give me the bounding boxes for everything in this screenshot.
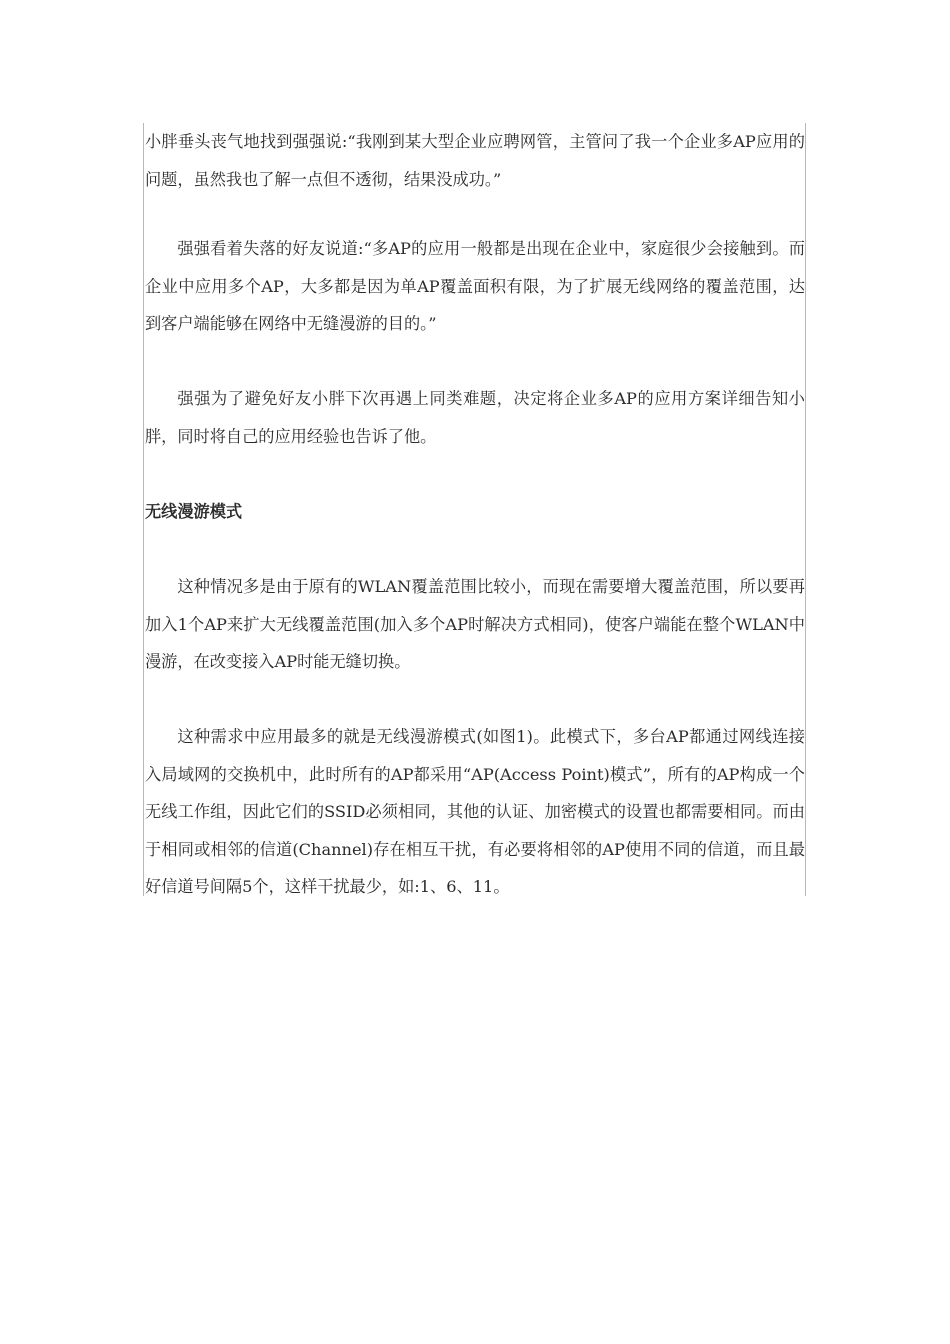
paragraph-roaming-mode: 这种需求中应用最多的就是无线漫游模式(如图1)。此模式下，多台AP都通过网线连接入局域网的交换机中，此时所有的AP都采用“AP(Access Point)模式”，所有的AP构成一个无线工作组，因此它们的SSID必须相同，其他的认证、加密模式的设置也都需要相同。而由于相同或相邻的信道(Channel)存在相互干扰，有必要将相邻的AP使用不同的信道，而且最好信道号间隔5个，这样干扰最少，如:1、6、11。 bbox=[145, 727, 805, 896]
paragraph-intro: 小胖垂头丧气地找到强强说:“我刚到某大型企业应聘网管，主管问了我一个企业多AP应用的问题，虽然我也了解一点但不透彻，结果没成功。” bbox=[145, 132, 805, 189]
paragraph-explanation: 强强看着失落的好友说道:“多AP的应用一般都是出现在企业中，家庭很少会接触到。而企业中应用多个AP，大多都是因为单AP覆盖面积有限，为了扩展无线网络的覆盖范围，达到客户端能够在网络中无缝漫游的目的。” bbox=[145, 239, 805, 333]
paragraph-scenario: 这种情况多是由于原有的WLAN覆盖范围比较小，而现在需要增大覆盖范围，所以要再加入1个AP来扩大无线覆盖范围(加入多个AP时解决方式相同)，使客户端能在整个WLAN中漫游，在改变接入AP时能无缝切换。 bbox=[145, 577, 805, 671]
section-heading: 无线漫游模式 bbox=[145, 502, 243, 521]
paragraph-decision: 强强为了避免好友小胖下次再遇上同类难题，决定将企业多AP的应用方案详细告知小胖，同时将自己的应用经验也告诉了他。 bbox=[145, 389, 805, 446]
article-body bbox=[143, 123, 806, 896]
